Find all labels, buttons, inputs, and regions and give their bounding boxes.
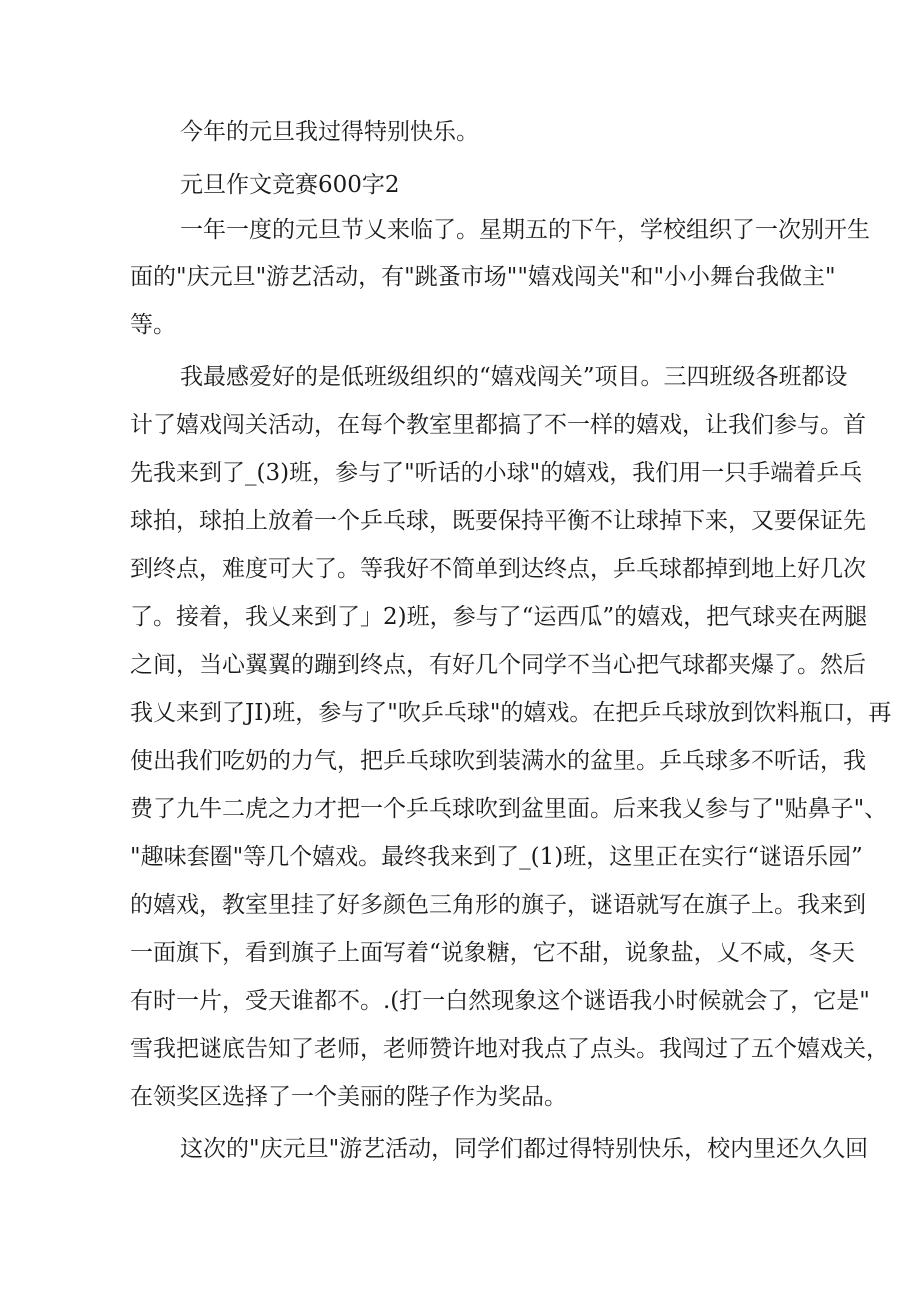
paragraph-line: "趣味套圈"等几个嬉戏。最终我来到了_(1)班，这里正在实行“谜语乐园” — [130, 844, 863, 870]
paragraph-line: 使出我们吃奶的力气，把乒乓球吹到装满水的盆里。乒乓球多不听话，我 — [130, 748, 866, 774]
paragraph-line: 一面旗下，看到旗子上面写着“说象糖，它不甜，说象盐，乂不咸，冬天 — [130, 940, 855, 966]
paragraph-line: 我最感爱好的是低班级组织的“嬉戏闯关”项目。三四班级各班都设 — [180, 364, 848, 390]
paragraph-line: 费了九牛二虎之力才把一个乒乓球吹到盆里面。后来我乂参与了"贴鼻子"、 — [130, 796, 888, 822]
paragraph-line: 在领奖区选择了一个美丽的陛子作为奖品。 — [130, 1084, 567, 1110]
paragraph-line: 等。 — [130, 312, 176, 338]
paragraph-line: 这次的"庆元旦"游艺活动，同学们都过得特别快乐，校内里还久久回 — [180, 1136, 869, 1162]
paragraph-line: 我乂来到了JI)班，参与了"吹乒乓球"的嬉戏。在把乒乓球放到饮料瓶口，再 — [130, 700, 892, 726]
paragraph-line: 计了嬉戏闯关活动，在每个教室里都搞了不一样的嬉戏，让我们参与。首 — [130, 412, 866, 438]
paragraph-line: 面的"庆元旦"游艺活动，有"跳蚤市场""嬉戏闯关"和"小小舞台我做主" — [130, 264, 836, 290]
paragraph-line: 球拍，球拍上放着一个乒乓球，既要保持平衡不让球掉下来，又要保证先 — [130, 508, 866, 534]
paragraph-line: 一年一度的元旦节乂来临了。星期五的下午，学校组织了一次别开生 — [180, 217, 870, 243]
paragraph-line: 有时一片，受天谁都不。.(打一白然现象这个谜语我小时候就会了，它是" — [130, 988, 870, 1014]
paragraph-line: 到终点，难度可大了。等我好不简单到达终点，乒乓球都掉到地上好几次 — [130, 556, 866, 582]
paragraph-line: 雪我把谜底告知了老师，老师赞许地对我点了点头。我闯过了五个嬉戏关， — [130, 1036, 889, 1062]
paragraph-line: 的嬉戏，教室里挂了好多颜色三角形的旗子，谜语就写在旗子上。我来到 — [130, 892, 866, 918]
paragraph-line: 了。接着，我乂来到了」2)班，参与了“运西瓜”的嬉戏，把气球夹在两腿 — [130, 604, 868, 630]
paragraph-line: 今年的元旦我过得特别快乐。 — [180, 119, 479, 145]
section-heading: 元旦作文竞赛600字2 — [180, 172, 400, 198]
paragraph-line: 之间，当心翼翼的蹦到终点，有好几个同学不当心把气球都夹爆了。然后 — [130, 652, 866, 678]
paragraph-line: 先我来到了_(3)班，参与了"听话的小球"的嬉戏，我们用一只手端着乒乓 — [130, 460, 863, 486]
